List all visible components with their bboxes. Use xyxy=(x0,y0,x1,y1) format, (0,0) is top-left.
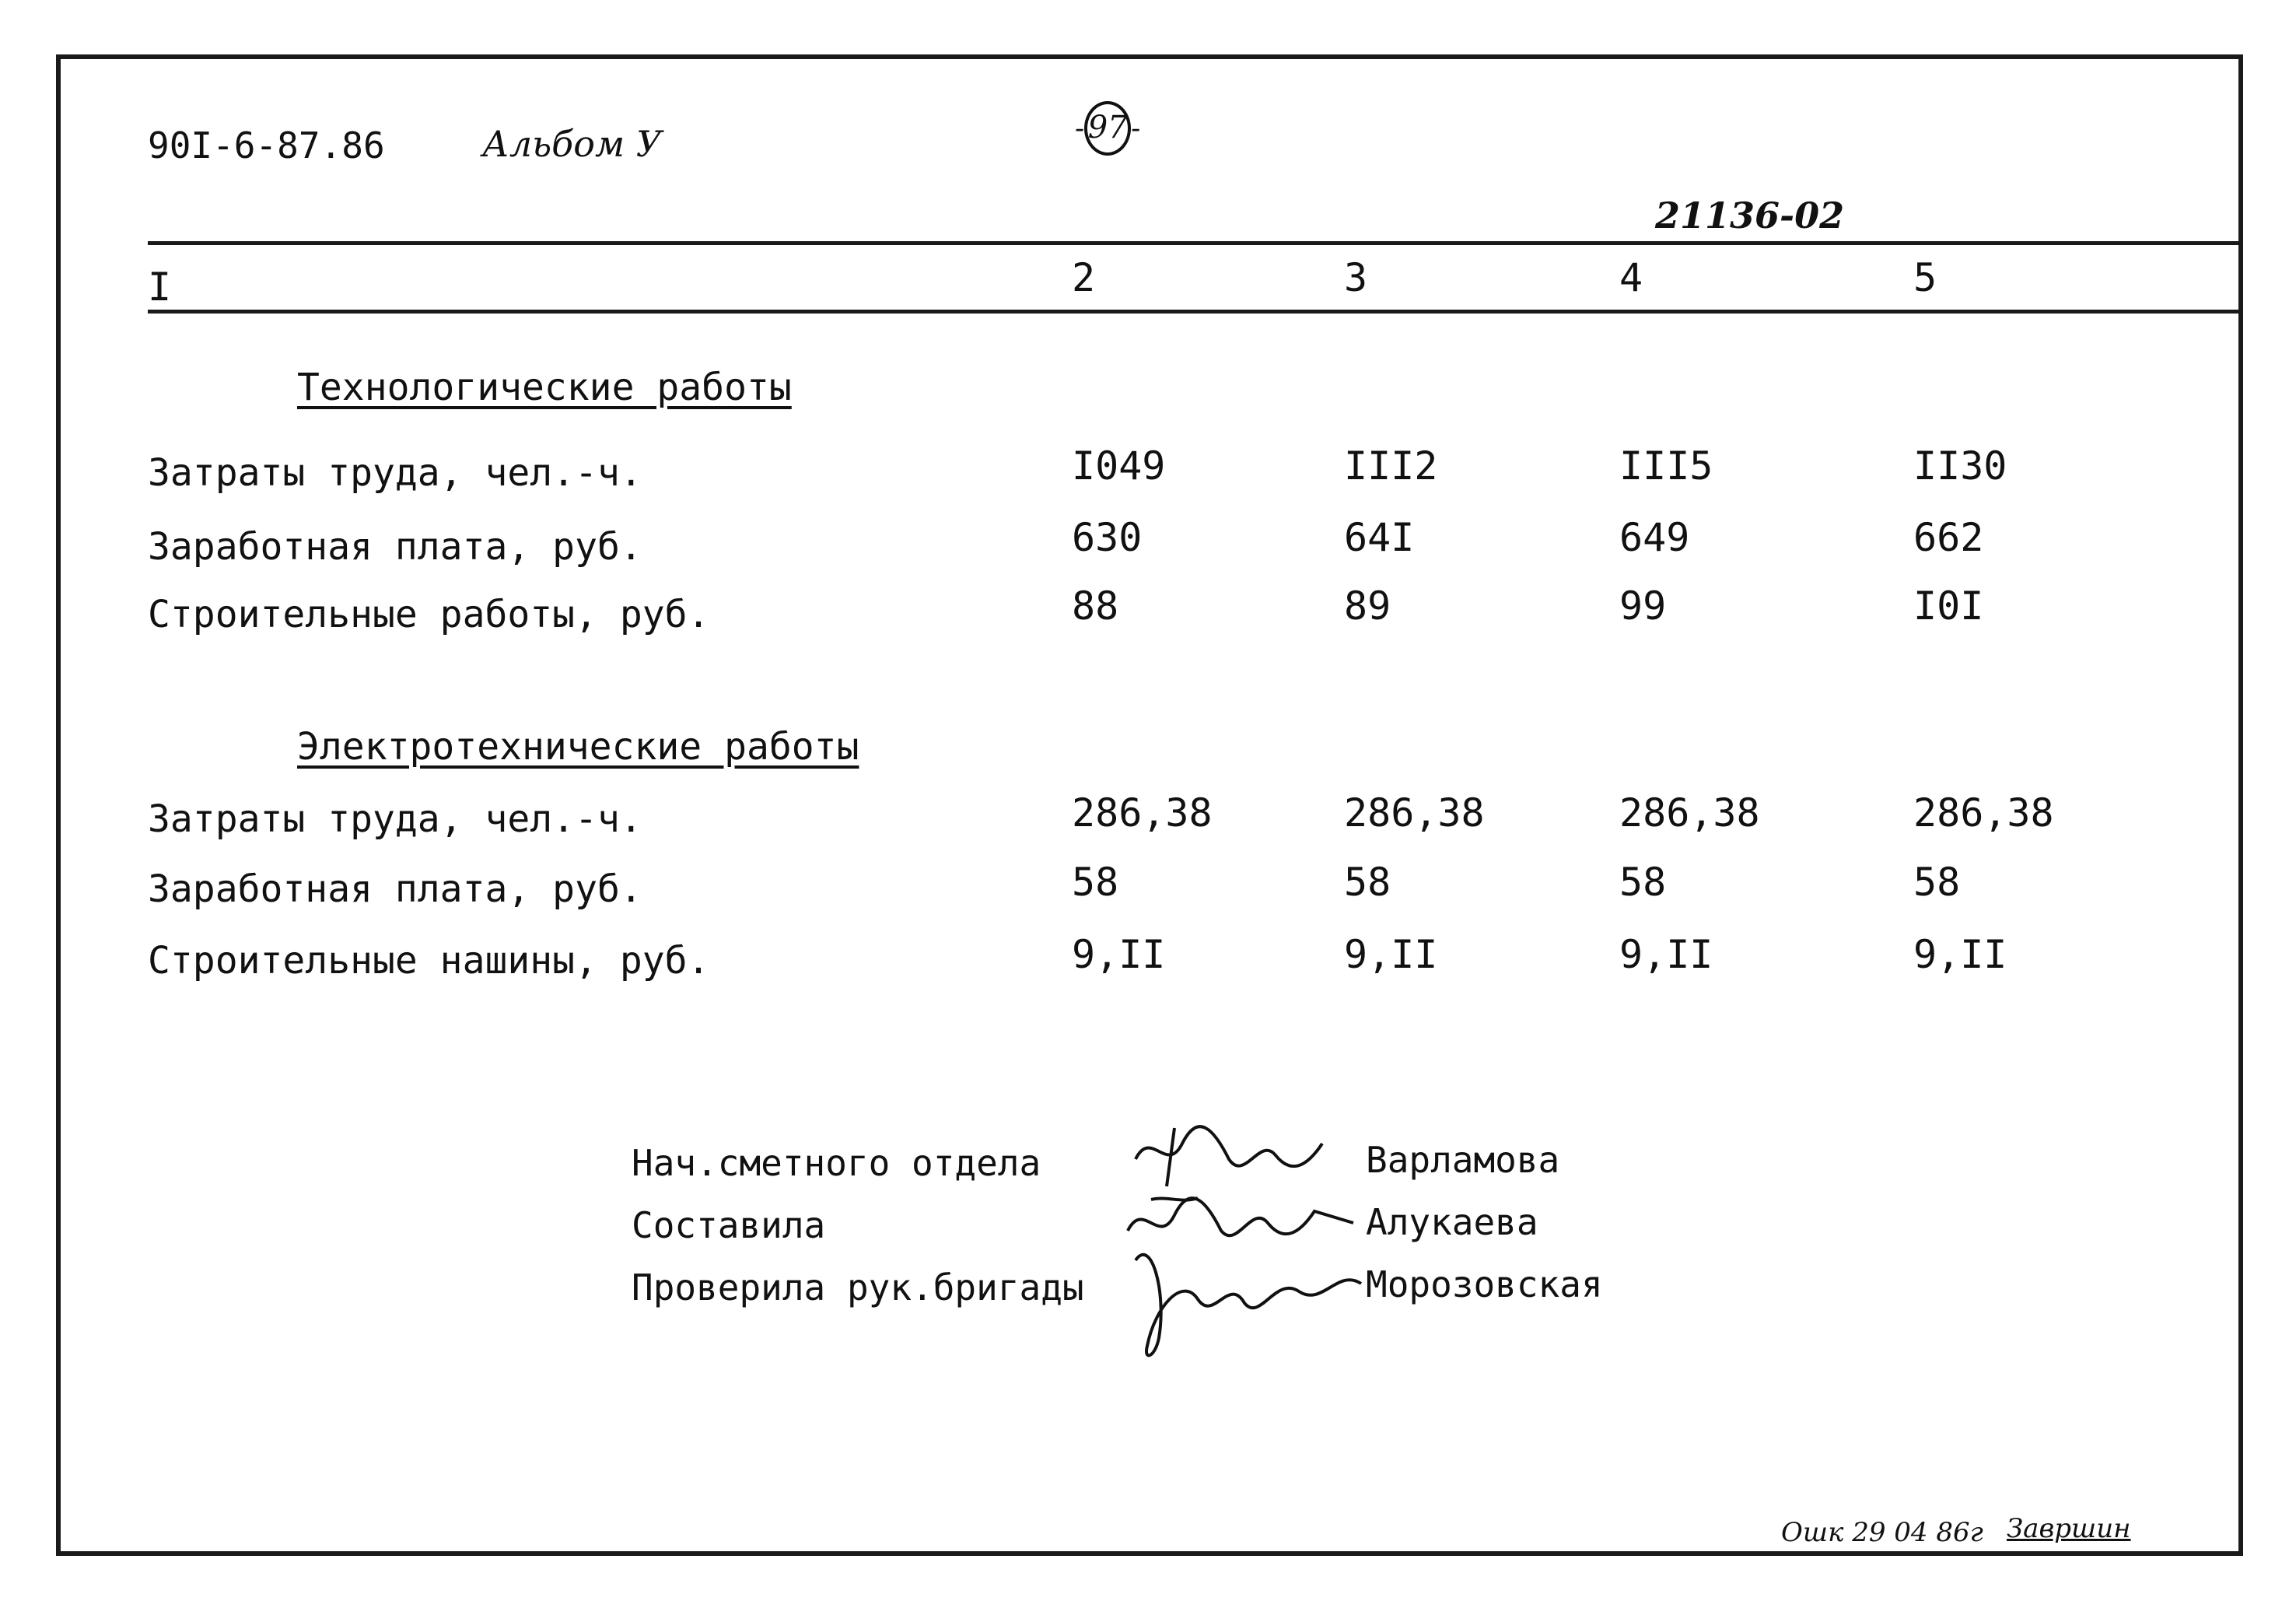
table-cell: I049 xyxy=(1072,443,1166,489)
table-cell: III5 xyxy=(1619,443,1713,489)
table-cell: 58 xyxy=(1072,860,1119,905)
table-cell: 9,II xyxy=(1619,932,1713,977)
row-label: Затраты труда, чел.-ч. xyxy=(148,451,642,495)
signature-role-compiled: Составила xyxy=(632,1204,826,1246)
table-cell: 99 xyxy=(1619,583,1667,629)
document-code: 90I-6-87.86 xyxy=(148,124,385,166)
row-label: Заработная плата, руб. xyxy=(148,525,642,569)
column-header-1: I xyxy=(148,264,172,310)
page-number: - 97 - xyxy=(1075,101,1140,156)
table-cell: 630 xyxy=(1072,515,1143,560)
table-cell: 58 xyxy=(1619,860,1667,905)
footer-check-note: Ошк 29 04 86г xyxy=(1781,1517,1983,1548)
table-cell: III2 xyxy=(1344,443,1438,489)
table-cell: 9,II xyxy=(1344,932,1438,977)
column-header-4: 4 xyxy=(1619,255,1643,300)
column-header-2: 2 xyxy=(1072,255,1096,300)
column-header-5: 5 xyxy=(1913,255,1937,300)
table-cell: 9,II xyxy=(1913,932,2007,977)
row-label: Заработная плата, руб. xyxy=(148,867,642,911)
album-label: Альбом У xyxy=(482,123,662,165)
table-cell: 88 xyxy=(1072,583,1119,629)
footer-signature: Завршин xyxy=(2007,1513,2131,1544)
table-cell: 89 xyxy=(1344,583,1391,629)
table-cell: II30 xyxy=(1913,443,2007,489)
signature-role-head: Нач.сметного отдела xyxy=(632,1142,1041,1184)
table-header-rule xyxy=(148,310,2243,314)
column-header-3: 3 xyxy=(1344,255,1368,300)
table-top-rule xyxy=(148,241,2243,245)
table-cell: 9,II xyxy=(1072,932,1166,977)
row-label: Строительные работы, руб. xyxy=(148,593,710,636)
section-title-electrotechnical: Электротехнические работы xyxy=(297,725,859,769)
handwritten-signature-3 xyxy=(1120,1229,1377,1369)
table-cell: 58 xyxy=(1344,860,1391,905)
table-cell: I0I xyxy=(1913,583,1984,629)
row-label: Строительные нашины, руб. xyxy=(148,939,710,983)
table-cell: 286,38 xyxy=(1344,790,1485,836)
table-cell: 58 xyxy=(1913,860,1961,905)
table-cell: 286,38 xyxy=(1913,790,2054,836)
section-title-technological: Технологические работы xyxy=(297,366,792,409)
table-cell: 649 xyxy=(1619,515,1690,560)
signature-name-varlamova: Варламова xyxy=(1366,1139,1560,1181)
signature-name-morozovskaya: Морозовская xyxy=(1366,1263,1603,1305)
signature-role-checked: Проверила рук.бригады xyxy=(632,1266,1084,1308)
table-cell: 64I xyxy=(1344,515,1415,560)
signature-name-alukaeva: Алукаева xyxy=(1366,1201,1538,1243)
table-cell: 662 xyxy=(1913,515,1984,560)
table-cell: 286,38 xyxy=(1072,790,1213,836)
row-label: Затраты труда, чел.-ч. xyxy=(148,797,642,841)
project-code: 21136-02 xyxy=(1655,194,1845,236)
table-cell: 286,38 xyxy=(1619,790,1760,836)
